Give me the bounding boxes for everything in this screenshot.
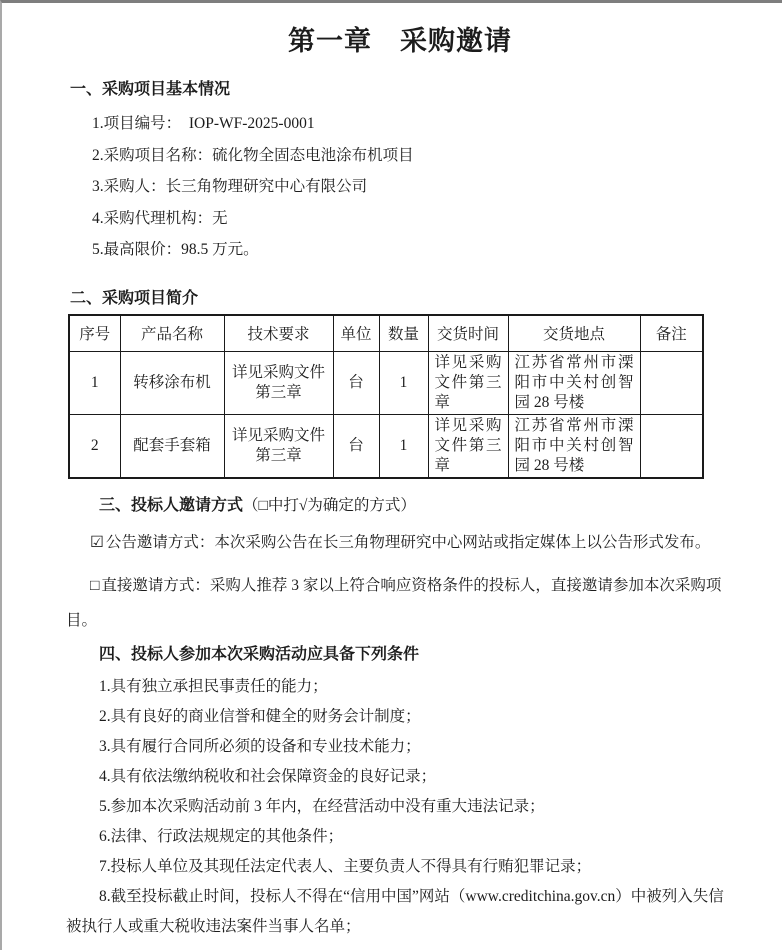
project-number-item: 1.项目编号： IOP-WF-2025-0001: [92, 115, 315, 132]
product-table: [68, 314, 704, 479]
section4-heading: 四、投标人参加本次采购活动应具备下列条件: [99, 645, 420, 663]
table-cell: 1: [379, 414, 428, 478]
announcement-invitation-text: 公告邀请方式：本次采购公告在长三角物理研究中心网站或指定媒体上以公告形式发布。: [105, 533, 711, 551]
table-cell: 2: [69, 414, 120, 478]
table-cell: 1: [69, 351, 120, 414]
project-name-item: 2.采购项目名称：硫化物全固态电池涂布机项目: [92, 146, 414, 164]
section3-heading-note: （□中打√为确定的方式）: [243, 496, 416, 514]
section3-heading-text: 三、投标人邀请方式: [99, 496, 244, 514]
header-delivery-time: 交货时间: [428, 315, 508, 352]
table-cell: [640, 351, 703, 414]
condition-item: 3.具有履行合同所必须的设备和专业技术能力；: [99, 737, 421, 755]
condition-item: 7.投标人单位及其现任法定代表人、主要负责人不得具有行贿犯罪记录；: [99, 857, 592, 875]
header-tech-requirements: 技术要求: [224, 315, 333, 352]
header-seq: 序号: [69, 315, 120, 352]
direct-invitation-option: [66, 568, 724, 638]
table-cell: 江苏省常州市溧阳市中关村创智园 28 号楼: [508, 414, 640, 478]
table-cell: 详见采购文件第三章: [428, 414, 508, 478]
condition-item: 5.参加本次采购活动前 3 年内，在经营活动中没有重大违法记录；: [99, 797, 545, 815]
table-row: [69, 414, 703, 478]
unchecked-checkbox-icon: □: [90, 576, 100, 594]
section1-heading: 一、采购项目基本情况: [70, 81, 231, 98]
table-cell: 详见采购文件第三章: [224, 351, 333, 414]
table-header-row: [69, 315, 703, 352]
price-cap-item: 5.最高限价：98.5 万元。: [92, 241, 259, 258]
table-cell: 1: [379, 351, 428, 414]
agency-item: 4.采购代理机构：无: [92, 209, 228, 227]
table-cell: 台: [333, 414, 379, 478]
condition-item: 1.具有独立承担民事责任的能力；: [99, 677, 328, 695]
condition-item: 6.法律、行政法规规定的其他条件；: [99, 827, 344, 845]
section3-heading: [99, 495, 734, 517]
page-title: 第一章 采购邀请: [288, 26, 512, 56]
basic-info-list: [66, 108, 734, 266]
table-row: [69, 351, 703, 414]
purchaser-item: 3.采购人：长三角物理研究中心有限公司: [92, 178, 368, 195]
bidder-conditions-list: [66, 672, 734, 942]
table-cell: 江苏省常州市溧阳市中关村创智园 28 号楼: [508, 351, 640, 414]
condition-item: 8.截至投标截止时间，投标人不得在“信用中国”网站（www.creditchina.gov.cn）中被列入失信被执行人或重大税收违法案件当事人名单；: [66, 887, 724, 935]
table-cell: 配套手套箱: [120, 414, 224, 478]
table-cell: [640, 414, 703, 478]
section2-heading: 二、采购项目简介: [70, 289, 199, 307]
table-cell: 转移涂布机: [120, 351, 224, 414]
condition-item: 4.具有依法缴纳税收和社会保障资金的良好记录；: [99, 767, 437, 785]
header-quantity: 数量: [379, 315, 428, 352]
header-delivery-place: 交货地点: [508, 315, 640, 352]
table-cell: 台: [333, 351, 379, 414]
table-cell: 详见采购文件第三章: [428, 351, 508, 414]
condition-item: 2.具有良好的商业信誉和健全的财务会计制度；: [99, 707, 421, 725]
direct-invitation-text: 直接邀请方式：采购人推荐 3 家以上符合响应资格条件的投标人，直接邀请参加本次采购项目。: [66, 576, 722, 629]
checked-checkbox-icon: ☑: [90, 533, 104, 551]
announcement-invitation-option: [66, 525, 724, 560]
document-page: [2, 3, 782, 942]
table-cell: 详见采购文件第三章: [224, 414, 333, 478]
header-unit: 单位: [333, 315, 379, 352]
header-remark: 备注: [640, 315, 703, 352]
header-product-name: 产品名称: [120, 315, 224, 352]
